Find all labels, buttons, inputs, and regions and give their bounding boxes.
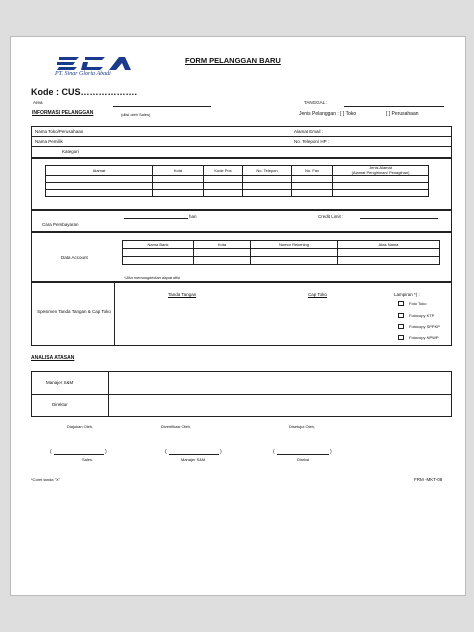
signature-area[interactable]: Tanda Tangan: [168, 292, 197, 297]
bank-header: Nama Bank: [123, 241, 194, 249]
divider: [114, 283, 115, 345]
paren-open: (: [50, 449, 52, 455]
paren-close: ): [105, 449, 107, 455]
divider: [32, 394, 451, 395]
payment-section: [31, 210, 452, 232]
stamp-area[interactable]: Cap Toko: [308, 292, 327, 297]
analysis-heading: ANALISA ATASAN: [31, 355, 75, 361]
credit-limit-field[interactable]: [360, 218, 438, 219]
customer-code: Kode : CUS……………….: [31, 87, 138, 97]
table-row[interactable]: [46, 176, 429, 183]
table-row[interactable]: [123, 249, 440, 257]
email-label: Alamat Email :: [294, 129, 324, 134]
analysis-box: [31, 371, 452, 417]
specimen-label: Spesimen Tanda Tangan & Cap Toko: [37, 309, 111, 314]
lampiran-label: Lampiran *) :: [394, 292, 420, 297]
bank-note: *Jika memungkinkan dapat diisi: [124, 275, 181, 280]
jenis-perusahaan[interactable]: [ ] Perusahaan: [386, 111, 419, 117]
table-row[interactable]: [46, 183, 429, 190]
form-page: [10, 36, 466, 596]
hari-label: hari: [189, 214, 197, 219]
signature-line[interactable]: [54, 454, 104, 455]
bank-header: Nomor Rekening: [251, 241, 338, 249]
kategori-label: Kategori: [62, 149, 79, 154]
paren-open: (: [165, 449, 167, 455]
signature-line[interactable]: [169, 454, 219, 455]
address-header: No. Fax: [292, 166, 333, 176]
attachment-checkbox[interactable]: [398, 324, 404, 329]
form-code: FRM -MKT-08: [414, 477, 443, 482]
paren-close: ): [330, 449, 332, 455]
signature-caption: Diajukan Oleh,: [67, 424, 94, 429]
jenis-pelanggan[interactable]: Jenis Pelanggan : [ ] Toko: [299, 111, 357, 117]
telepon-label: No. Telepon/ HP :: [294, 139, 330, 144]
paren-close: ): [220, 449, 222, 455]
address-header: Kode Pos: [204, 166, 243, 176]
attachment-checkbox[interactable]: [398, 335, 404, 340]
divider: [32, 146, 451, 147]
signature-role: Direksi: [297, 457, 310, 462]
divider: [32, 136, 451, 137]
bank-table: [122, 240, 440, 265]
address-header: Kota: [153, 166, 204, 176]
credit-limit-label: Credit Limit :: [318, 214, 344, 219]
area-field[interactable]: [113, 106, 211, 107]
attachment-label: Foto Toko: [409, 301, 427, 306]
customer-info-box: [31, 126, 452, 158]
paren-open: (: [273, 449, 275, 455]
attachment-label: Fotocopy KTP: [409, 313, 435, 318]
nama-pemilik-label: Nama Pemilik: [35, 139, 63, 144]
divider: [108, 372, 109, 416]
info-note: (diisi oleh Sales): [121, 112, 151, 117]
address-table: [45, 165, 429, 197]
footnote: *Coret tanda "X": [31, 477, 61, 482]
analysis-row-label: Direktur: [52, 402, 68, 407]
table-row[interactable]: [123, 257, 440, 265]
analysis-row-label: Manajer S&M: [46, 380, 74, 385]
specimen-section: [31, 282, 452, 346]
signature-caption: Disetujui Oleh,: [289, 424, 316, 429]
address-header: Alamat: [46, 166, 153, 176]
address-header: No. Telepon: [243, 166, 292, 176]
company-name: PT. Sinar Gloria Abadi: [55, 71, 111, 77]
attachment-label: Fotocopy SPPKP: [409, 324, 440, 329]
signature-role: Manajer S&M: [181, 457, 206, 462]
attachment-label: Fotocopy NPWP: [409, 335, 439, 340]
signature-line[interactable]: [277, 454, 329, 455]
form-title: FORM PELANGGAN BARU: [185, 56, 281, 65]
attachment-checkbox[interactable]: [398, 313, 404, 318]
bank-header: Kota: [194, 241, 251, 249]
signature-role: Sales: [82, 457, 93, 462]
bank-label: Data Account: [61, 255, 88, 260]
area-label: Area: [33, 100, 43, 105]
nama-toko-label: Nama Toko/Perusahaan: [35, 129, 84, 134]
tanggal-field[interactable]: [344, 106, 444, 107]
bank-header: Atas Nama: [338, 241, 440, 249]
address-header: Jenis Alamat (Alamat Pengiriman/ Penagihan): [333, 166, 429, 176]
payment-field[interactable]: [124, 218, 188, 219]
payment-label: Cara Pembayaran: [42, 222, 79, 227]
signature-caption: Diverifikasi Oleh,: [161, 424, 192, 429]
table-row[interactable]: [46, 190, 429, 197]
tanggal-label: TANGGAL :: [304, 100, 328, 105]
attachment-checkbox[interactable]: [398, 301, 404, 306]
info-heading: INFORMASI PELANGGAN: [32, 110, 94, 116]
